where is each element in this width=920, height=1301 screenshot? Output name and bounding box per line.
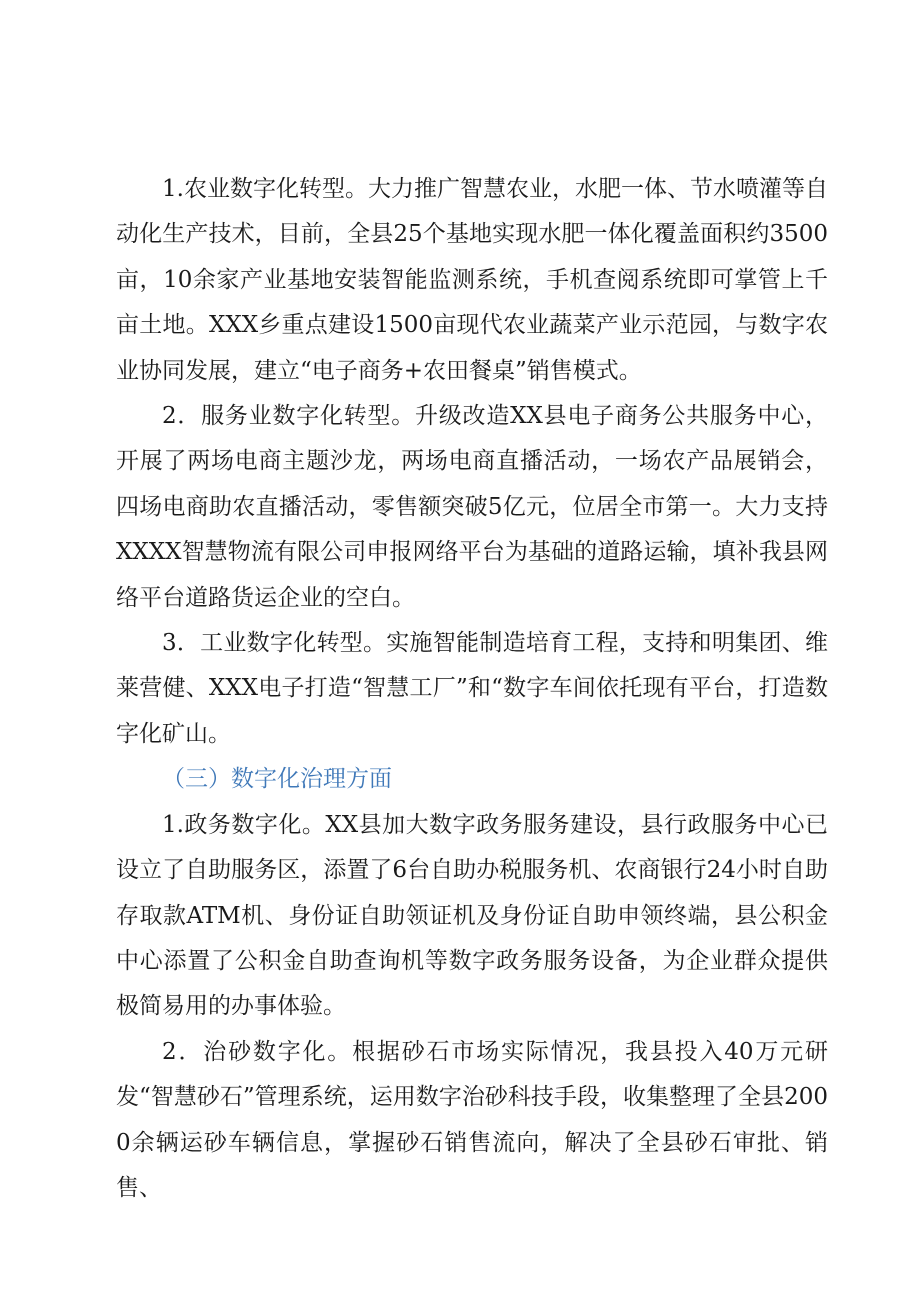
- paragraph-government: 1.政务数字化。XX县加大数字政务服务建设，县行政服务中心已设立了自助服务区，添置了6台自助办税服务机、农商银行24小时自助存取款ATM机、身份证自助领证机及身份证自助申领终端，县公积金中心添置了公积金自助查询机等数字政务服务设备，为企业群众提供极简易用的办事体验。: [116, 811, 828, 1020]
- section-heading: （三）数字化治理方面: [162, 766, 392, 793]
- paragraph-industry: 3．工业数字化转型。实施智能制造培育工程，支持和明集团、维莱营健、XXX电子打造“智慧工厂”和“数字车间依托现有平台，打造数字化矿山。: [116, 630, 828, 747]
- document-body: [116, 167, 828, 1211]
- paragraph-services: 2．服务业数字化转型。升级改造XX县电子商务公共服务中心，开展了两场电商主题沙龙，两场电商直播活动，一场农产品展销会，四场电商助农直播活动，零售额突破5亿元，位居全市第一。大力支持XXXX智慧物流有限公司申报网络平台为基础的道路运输，填补我县网络平台道路货运企业的空白。: [116, 403, 828, 611]
- paragraph-agriculture: 1.农业数字化转型。大力推广智慧农业，水肥一体、节水喷灌等自动化生产技术，目前，全县25个基地实现水肥一体化覆盖面积约3500亩，10余家产业基地安装智能监测系统，手机查阅系统即可掌管上千亩土地。XXX乡重点建设1500亩现代农业蔬菜产业示范园，与数字农业协同发展，建立“电子商务+农田餐桌”销售模式。: [116, 176, 828, 384]
- paragraph-sand-management: 2．治砂数字化。根据砂石市场实际情况，我县投入40万元研发“智慧砂石”管理系统，运用数字治砂科技手段，收集整理了全县2000余辆运砂车辆信息，掌握砂石销售流向，解决了全县砂石审批、销售、: [116, 1038, 828, 1201]
